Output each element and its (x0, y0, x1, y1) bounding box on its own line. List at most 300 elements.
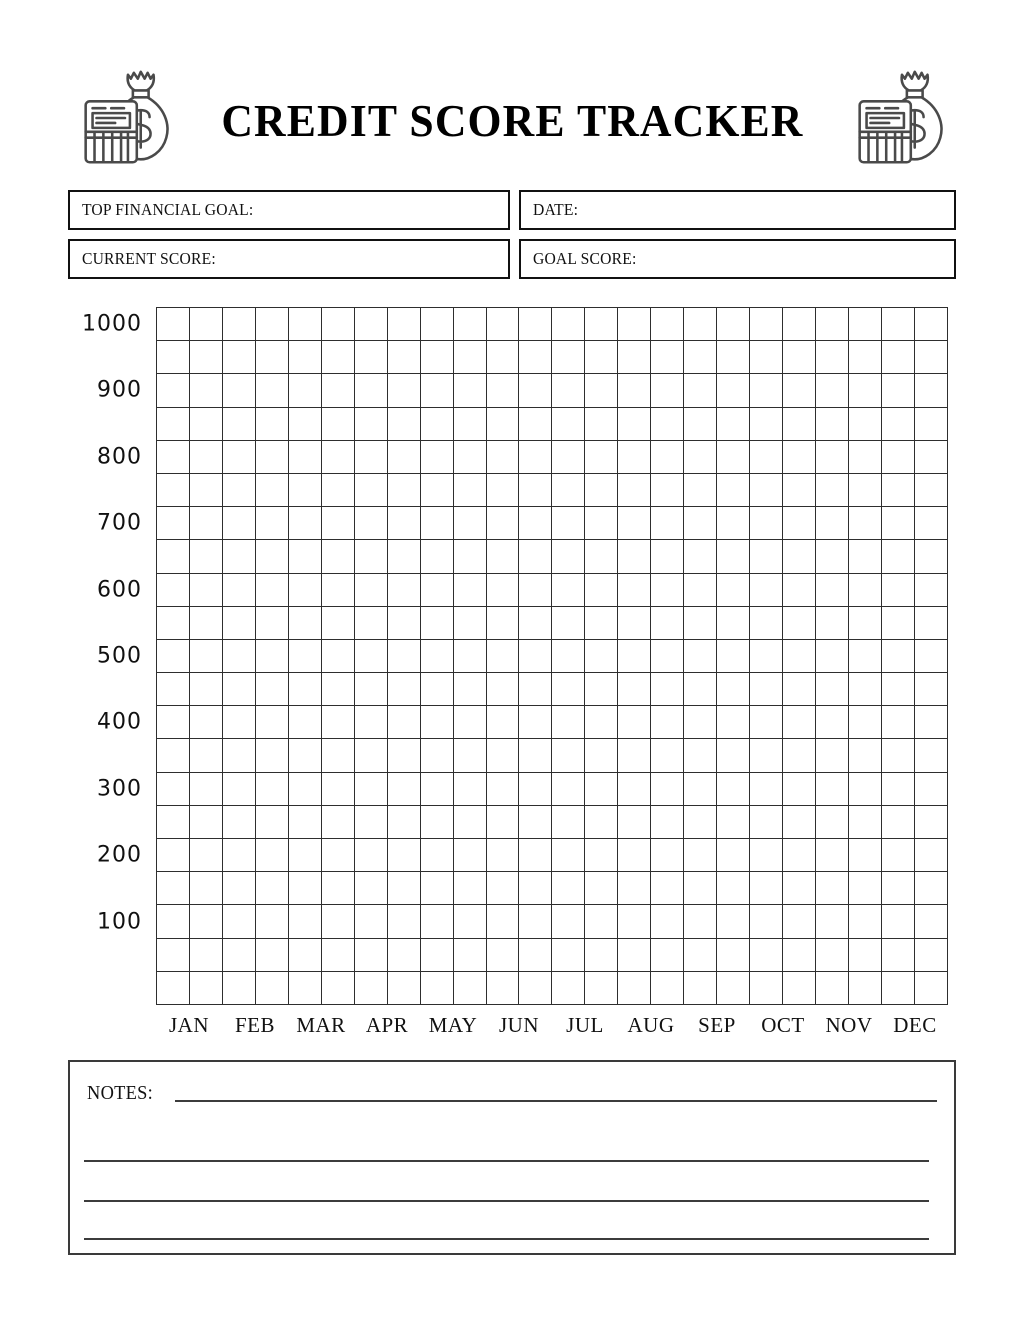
chart-grid-cell[interactable] (321, 905, 354, 938)
chart-grid-cell[interactable] (288, 971, 321, 1004)
chart-grid-cell[interactable] (321, 872, 354, 905)
chart-grid-cell[interactable] (717, 407, 750, 440)
chart-grid-cell[interactable] (420, 473, 453, 506)
chart-grid-cell[interactable] (157, 407, 190, 440)
chart-grid-cell[interactable] (189, 540, 222, 573)
chart-grid-cell[interactable] (222, 673, 255, 706)
chart-grid-cell[interactable] (618, 507, 651, 540)
notes-line-1[interactable] (175, 1100, 937, 1102)
chart-grid-cell[interactable] (684, 407, 717, 440)
chart-grid-cell[interactable] (354, 341, 387, 374)
chart-grid-cell[interactable] (750, 739, 783, 772)
chart-grid-cell[interactable] (486, 905, 519, 938)
chart-grid-cell[interactable] (453, 905, 486, 938)
chart-grid-cell[interactable] (255, 440, 288, 473)
chart-grid-cell[interactable] (618, 905, 651, 938)
chart-grid-cell[interactable] (288, 473, 321, 506)
chart-grid-cell[interactable] (849, 739, 882, 772)
chart-grid-cell[interactable] (783, 374, 816, 407)
chart-grid-cell[interactable] (420, 971, 453, 1004)
chart-grid-cell[interactable] (189, 673, 222, 706)
chart-grid-cell[interactable] (651, 573, 684, 606)
chart-grid-cell[interactable] (222, 308, 255, 341)
chart-grid-cell[interactable] (914, 341, 947, 374)
chart-grid-cell[interactable] (453, 540, 486, 573)
chart-grid-cell[interactable] (321, 639, 354, 672)
chart-grid-cell[interactable] (717, 606, 750, 639)
chart-grid-cell[interactable] (157, 440, 190, 473)
chart-grid-cell[interactable] (618, 805, 651, 838)
chart-grid-cell[interactable] (914, 872, 947, 905)
chart-grid-cell[interactable] (255, 971, 288, 1004)
chart-grid-cell[interactable] (585, 673, 618, 706)
chart-grid-cell[interactable] (552, 374, 585, 407)
chart-grid-cell[interactable] (651, 706, 684, 739)
chart-grid-cell[interactable] (816, 341, 849, 374)
chart-grid-cell[interactable] (519, 673, 552, 706)
chart-grid-cell[interactable] (486, 341, 519, 374)
chart-grid-cell[interactable] (157, 772, 190, 805)
chart-grid-cell[interactable] (585, 407, 618, 440)
chart-grid-cell[interactable] (552, 905, 585, 938)
chart-grid-cell[interactable] (881, 540, 914, 573)
chart-grid-cell[interactable] (881, 374, 914, 407)
chart-grid-cell[interactable] (453, 673, 486, 706)
chart-grid-cell[interactable] (881, 905, 914, 938)
chart-grid-cell[interactable] (189, 507, 222, 540)
chart-grid-cell[interactable] (816, 872, 849, 905)
chart-grid-cell[interactable] (618, 673, 651, 706)
chart-grid-cell[interactable] (585, 905, 618, 938)
chart-grid-cell[interactable] (651, 407, 684, 440)
chart-grid-cell[interactable] (387, 805, 420, 838)
chart-grid-cell[interactable] (651, 839, 684, 872)
chart-grid-cell[interactable] (387, 839, 420, 872)
chart-grid-cell[interactable] (849, 440, 882, 473)
chart-grid-cell[interactable] (914, 839, 947, 872)
chart-grid-cell[interactable] (717, 673, 750, 706)
chart-grid-cell[interactable] (849, 706, 882, 739)
chart-grid-cell[interactable] (453, 308, 486, 341)
chart-grid-cell[interactable] (519, 374, 552, 407)
chart-grid-cell[interactable] (420, 938, 453, 971)
chart-grid-cell[interactable] (157, 971, 190, 1004)
chart-grid-cell[interactable] (387, 540, 420, 573)
chart-grid-cell[interactable] (189, 374, 222, 407)
chart-grid-cell[interactable] (157, 573, 190, 606)
chart-grid-cell[interactable] (255, 805, 288, 838)
chart-grid-cell[interactable] (222, 706, 255, 739)
chart-grid-cell[interactable] (519, 440, 552, 473)
chart-grid-cell[interactable] (288, 507, 321, 540)
chart-grid-cell[interactable] (453, 805, 486, 838)
chart-grid-cell[interactable] (684, 606, 717, 639)
chart-grid-cell[interactable] (585, 573, 618, 606)
chart-grid-cell[interactable] (651, 872, 684, 905)
chart-grid-cell[interactable] (618, 308, 651, 341)
chart-grid-cell[interactable] (321, 540, 354, 573)
chart-grid-cell[interactable] (288, 308, 321, 341)
chart-grid-cell[interactable] (552, 839, 585, 872)
chart-grid-cell[interactable] (717, 573, 750, 606)
chart-grid-cell[interactable] (255, 606, 288, 639)
chart-grid-cell[interactable] (783, 473, 816, 506)
chart-grid-cell[interactable] (255, 639, 288, 672)
chart-grid-cell[interactable] (354, 407, 387, 440)
chart-grid-cell[interactable] (321, 606, 354, 639)
chart-grid-cell[interactable] (651, 540, 684, 573)
chart-grid-cell[interactable] (519, 341, 552, 374)
chart-grid-cell[interactable] (222, 971, 255, 1004)
chart-grid-cell[interactable] (750, 341, 783, 374)
chart-grid-cell[interactable] (914, 540, 947, 573)
chart-grid-cell[interactable] (222, 739, 255, 772)
chart-grid-cell[interactable] (816, 805, 849, 838)
chart-grid-cell[interactable] (321, 839, 354, 872)
chart-grid-cell[interactable] (816, 905, 849, 938)
chart-grid-cell[interactable] (651, 971, 684, 1004)
chart-grid-cell[interactable] (354, 872, 387, 905)
chart-grid-cell[interactable] (881, 673, 914, 706)
chart-grid-cell[interactable] (881, 739, 914, 772)
chart-grid-cell[interactable] (914, 374, 947, 407)
chart-grid-cell[interactable] (914, 739, 947, 772)
chart-grid-cell[interactable] (255, 573, 288, 606)
chart-grid-cell[interactable] (387, 905, 420, 938)
chart-grid-cell[interactable] (519, 473, 552, 506)
chart-grid-cell[interactable] (914, 805, 947, 838)
chart-grid-cell[interactable] (288, 374, 321, 407)
chart-grid-cell[interactable] (321, 341, 354, 374)
chart-grid-cell[interactable] (552, 440, 585, 473)
chart-grid-cell[interactable] (750, 872, 783, 905)
chart-grid-cell[interactable] (222, 606, 255, 639)
chart-grid-cell[interactable] (750, 308, 783, 341)
chart-grid-cell[interactable] (354, 374, 387, 407)
chart-grid-cell[interactable] (189, 407, 222, 440)
chart-grid-cell[interactable] (420, 540, 453, 573)
chart-grid-cell[interactable] (157, 507, 190, 540)
chart-grid-cell[interactable] (651, 639, 684, 672)
chart-grid-cell[interactable] (783, 308, 816, 341)
chart-grid-cell[interactable] (486, 706, 519, 739)
chart-grid-cell[interactable] (783, 639, 816, 672)
chart-grid-cell[interactable] (750, 507, 783, 540)
chart-grid-cell[interactable] (288, 805, 321, 838)
chart-grid-cell[interactable] (750, 440, 783, 473)
chart-grid-cell[interactable] (288, 839, 321, 872)
chart-grid-cell[interactable] (585, 706, 618, 739)
chart-grid-cell[interactable] (387, 573, 420, 606)
chart-grid-cell[interactable] (684, 971, 717, 1004)
chart-grid-cell[interactable] (651, 673, 684, 706)
chart-grid-cell[interactable] (750, 839, 783, 872)
chart-grid-cell[interactable] (420, 772, 453, 805)
chart-grid-cell[interactable] (321, 308, 354, 341)
chart-grid-cell[interactable] (651, 606, 684, 639)
chart-grid-cell[interactable] (552, 606, 585, 639)
chart-grid-cell[interactable] (717, 639, 750, 672)
chart-grid-cell[interactable] (684, 374, 717, 407)
chart-grid-cell[interactable] (585, 805, 618, 838)
chart-grid-cell[interactable] (157, 341, 190, 374)
chart-grid-cell[interactable] (717, 772, 750, 805)
chart-grid-cell[interactable] (881, 407, 914, 440)
chart-grid-cell[interactable] (288, 739, 321, 772)
chart-grid-cell[interactable] (783, 440, 816, 473)
chart-grid-cell[interactable] (618, 374, 651, 407)
chart-grid-cell[interactable] (157, 739, 190, 772)
chart-grid-cell[interactable] (354, 540, 387, 573)
chart-grid-cell[interactable] (585, 374, 618, 407)
chart-grid-cell[interactable] (585, 971, 618, 1004)
chart-grid-cell[interactable] (519, 805, 552, 838)
chart-grid-cell[interactable] (684, 739, 717, 772)
chart-grid-cell[interactable] (849, 606, 882, 639)
chart-grid-cell[interactable] (453, 341, 486, 374)
chart-grid-cell[interactable] (420, 872, 453, 905)
chart-grid-cell[interactable] (420, 673, 453, 706)
chart-grid-cell[interactable] (717, 341, 750, 374)
chart-grid-cell[interactable] (552, 341, 585, 374)
chart-grid-cell[interactable] (585, 639, 618, 672)
chart-grid-cell[interactable] (453, 606, 486, 639)
chart-grid-cell[interactable] (881, 440, 914, 473)
chart-grid-cell[interactable] (552, 872, 585, 905)
chart-grid-cell[interactable] (486, 839, 519, 872)
chart-grid-cell[interactable] (222, 772, 255, 805)
chart-grid-cell[interactable] (486, 772, 519, 805)
chart-grid-cell[interactable] (255, 872, 288, 905)
chart-grid-cell[interactable] (717, 905, 750, 938)
chart-grid-cell[interactable] (420, 905, 453, 938)
notes-line-2[interactable] (84, 1160, 929, 1162)
chart-grid-cell[interactable] (519, 938, 552, 971)
chart-grid-cell[interactable] (453, 507, 486, 540)
chart-grid-cell[interactable] (387, 440, 420, 473)
chart-grid-cell[interactable] (519, 905, 552, 938)
chart-grid-cell[interactable] (914, 573, 947, 606)
chart-grid-cell[interactable] (849, 507, 882, 540)
chart-grid-cell[interactable] (651, 739, 684, 772)
chart-grid-cell[interactable] (552, 739, 585, 772)
chart-grid-cell[interactable] (783, 971, 816, 1004)
chart-grid-cell[interactable] (651, 374, 684, 407)
chart-grid-cell[interactable] (420, 639, 453, 672)
chart-grid-cell[interactable] (222, 507, 255, 540)
chart-grid-cell[interactable] (288, 772, 321, 805)
chart-grid-cell[interactable] (816, 839, 849, 872)
chart-grid-cell[interactable] (288, 440, 321, 473)
chart-grid-cell[interactable] (387, 739, 420, 772)
chart-grid-cell[interactable] (552, 573, 585, 606)
chart-grid-cell[interactable] (189, 606, 222, 639)
chart-grid-cell[interactable] (750, 772, 783, 805)
chart-grid-cell[interactable] (354, 805, 387, 838)
chart-grid-cell[interactable] (321, 507, 354, 540)
chart-grid-cell[interactable] (717, 938, 750, 971)
chart-grid-cell[interactable] (618, 639, 651, 672)
chart-grid-cell[interactable] (684, 905, 717, 938)
field-current-score[interactable] (68, 239, 510, 279)
chart-grid-cell[interactable] (783, 772, 816, 805)
chart-grid-cell[interactable] (486, 639, 519, 672)
chart-grid-cell[interactable] (157, 673, 190, 706)
chart-grid-cell[interactable] (519, 971, 552, 1004)
chart-grid-cell[interactable] (321, 407, 354, 440)
chart-grid-cell[interactable] (684, 872, 717, 905)
chart-grid-cell[interactable] (354, 772, 387, 805)
chart-grid-cell[interactable] (816, 573, 849, 606)
chart-grid-cell[interactable] (157, 872, 190, 905)
chart-grid-cell[interactable] (157, 374, 190, 407)
chart-grid-cell[interactable] (222, 440, 255, 473)
chart-grid-cell[interactable] (420, 573, 453, 606)
chart-grid-cell[interactable] (914, 507, 947, 540)
chart-grid-cell[interactable] (486, 308, 519, 341)
chart-grid-cell[interactable] (519, 540, 552, 573)
chart-grid-cell[interactable] (486, 440, 519, 473)
chart-grid-cell[interactable] (189, 839, 222, 872)
chart-grid-cell[interactable] (354, 606, 387, 639)
chart-grid-cell[interactable] (453, 938, 486, 971)
chart-grid-cell[interactable] (189, 473, 222, 506)
field-goal-score[interactable] (519, 239, 956, 279)
chart-grid-cell[interactable] (881, 772, 914, 805)
chart-grid-cell[interactable] (189, 308, 222, 341)
chart-grid-cell[interactable] (387, 872, 420, 905)
chart-grid-cell[interactable] (420, 440, 453, 473)
chart-grid-cell[interactable] (618, 706, 651, 739)
chart-grid-cell[interactable] (552, 971, 585, 1004)
chart-grid-cell[interactable] (618, 341, 651, 374)
chart-grid-cell[interactable] (453, 706, 486, 739)
chart-grid-cell[interactable] (387, 606, 420, 639)
chart-grid-cell[interactable] (222, 473, 255, 506)
chart-grid-cell[interactable] (354, 971, 387, 1004)
chart-grid-cell[interactable] (881, 507, 914, 540)
chart-grid-cell[interactable] (684, 772, 717, 805)
chart-grid-cell[interactable] (684, 673, 717, 706)
chart-grid-cell[interactable] (519, 639, 552, 672)
chart-grid-cell[interactable] (486, 805, 519, 838)
chart-grid-cell[interactable] (783, 905, 816, 938)
chart-grid-cell[interactable] (816, 739, 849, 772)
chart-grid-cell[interactable] (519, 573, 552, 606)
chart-grid-cell[interactable] (816, 772, 849, 805)
chart-grid-cell[interactable] (486, 938, 519, 971)
chart-grid-cell[interactable] (354, 440, 387, 473)
chart-grid-cell[interactable] (189, 938, 222, 971)
chart-grid-cell[interactable] (717, 971, 750, 1004)
chart-grid-cell[interactable] (849, 938, 882, 971)
chart-grid-cell[interactable] (881, 639, 914, 672)
chart-grid-cell[interactable] (486, 673, 519, 706)
chart-grid-cell[interactable] (717, 507, 750, 540)
chart-grid-cell[interactable] (914, 673, 947, 706)
chart-grid-cell[interactable] (618, 739, 651, 772)
chart-grid-cell[interactable] (750, 540, 783, 573)
chart-grid-cell[interactable] (288, 872, 321, 905)
chart-grid-cell[interactable] (453, 440, 486, 473)
chart-grid-cell[interactable] (881, 606, 914, 639)
chart-grid-cell[interactable] (222, 938, 255, 971)
chart-grid-cell[interactable] (321, 374, 354, 407)
chart-grid-cell[interactable] (222, 407, 255, 440)
chart-grid-cell[interactable] (914, 440, 947, 473)
chart-grid-cell[interactable] (684, 341, 717, 374)
chart-grid-cell[interactable] (420, 374, 453, 407)
chart-grid-cell[interactable] (585, 440, 618, 473)
chart-grid-cell[interactable] (288, 606, 321, 639)
chart-grid-cell[interactable] (321, 473, 354, 506)
chart-grid-cell[interactable] (552, 772, 585, 805)
chart-grid-cell[interactable] (486, 573, 519, 606)
chart-grid-cell[interactable] (387, 706, 420, 739)
chart-grid-cell[interactable] (189, 739, 222, 772)
chart-grid-cell[interactable] (453, 839, 486, 872)
chart-grid-cell[interactable] (585, 341, 618, 374)
chart-grid-cell[interactable] (717, 839, 750, 872)
chart-grid-cell[interactable] (816, 639, 849, 672)
chart-grid-cell[interactable] (618, 473, 651, 506)
chart-grid-cell[interactable] (420, 805, 453, 838)
chart-grid-cell[interactable] (914, 706, 947, 739)
chart-grid-cell[interactable] (849, 473, 882, 506)
chart-grid-cell[interactable] (783, 839, 816, 872)
chart-grid-cell[interactable] (552, 706, 585, 739)
chart-grid-cell[interactable] (486, 739, 519, 772)
chart-grid-cell[interactable] (717, 540, 750, 573)
chart-grid-cell[interactable] (618, 938, 651, 971)
chart-grid-cell[interactable] (420, 507, 453, 540)
chart-grid-cell[interactable] (189, 805, 222, 838)
chart-grid-cell[interactable] (816, 540, 849, 573)
chart-grid-cell[interactable] (255, 938, 288, 971)
chart-grid-cell[interactable] (717, 308, 750, 341)
chart-grid-cell[interactable] (354, 308, 387, 341)
chart-grid-cell[interactable] (618, 407, 651, 440)
chart-grid-cell[interactable] (651, 440, 684, 473)
chart-grid-cell[interactable] (288, 706, 321, 739)
chart-grid-cell[interactable] (783, 739, 816, 772)
chart-grid-cell[interactable] (783, 407, 816, 440)
chart-grid-cell[interactable] (354, 473, 387, 506)
chart-grid-cell[interactable] (684, 573, 717, 606)
chart-grid-cell[interactable] (387, 772, 420, 805)
chart-grid-cell[interactable] (849, 772, 882, 805)
chart-grid-cell[interactable] (321, 971, 354, 1004)
chart-grid-cell[interactable] (750, 606, 783, 639)
chart-grid-cell[interactable] (222, 639, 255, 672)
chart-grid-cell[interactable] (816, 971, 849, 1004)
chart-grid-cell[interactable] (881, 971, 914, 1004)
chart-grid-cell[interactable] (816, 673, 849, 706)
chart-grid-cell[interactable] (288, 673, 321, 706)
chart-grid-cell[interactable] (849, 872, 882, 905)
chart-grid-cell[interactable] (914, 905, 947, 938)
chart-grid-cell[interactable] (816, 606, 849, 639)
chart-grid-cell[interactable] (157, 473, 190, 506)
chart-grid-cell[interactable] (849, 639, 882, 672)
chart-grid-cell[interactable] (189, 573, 222, 606)
chart-grid-cell[interactable] (157, 805, 190, 838)
chart-grid-cell[interactable] (783, 540, 816, 573)
chart-grid-cell[interactable] (157, 308, 190, 341)
chart-grid-cell[interactable] (255, 507, 288, 540)
chart-grid-cell[interactable] (585, 507, 618, 540)
notes-line-4[interactable] (84, 1238, 929, 1240)
